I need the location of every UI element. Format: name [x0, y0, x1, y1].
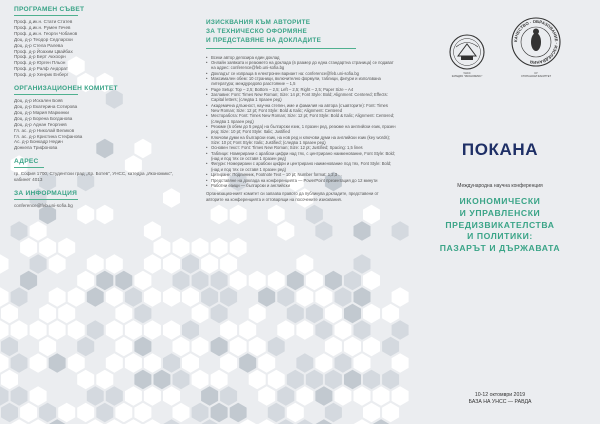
decorative-hexagon — [315, 320, 332, 340]
decorative-hexagon — [268, 337, 285, 357]
requirement-item: • Месторабота: Font: Times New Roman; Size: 12 pt; Font Style: Bold & Italic; Alignment: Centered; (следва 1 празен ред) — [206, 113, 396, 124]
decorative-hexagon — [315, 353, 332, 373]
decorative-hexagon — [344, 304, 361, 324]
su-logo-caption — [511, 72, 561, 78]
decorative-hexagon — [239, 320, 256, 340]
decorative-hexagon — [354, 353, 371, 373]
decorative-hexagon — [49, 287, 66, 307]
decorative-hexagon — [125, 320, 142, 340]
organizing-committee-member: Доц. д-р Борена Богданова — [14, 115, 73, 121]
program-council-member: Проф. д-р Хенрик Енберг — [14, 72, 69, 78]
decorative-hexagon — [306, 304, 323, 324]
su-caption-line2: СТОПАНСКИ ФАКУЛТЕТ — [520, 75, 552, 79]
decorative-hexagon — [144, 221, 161, 241]
decorative-hexagon — [268, 205, 285, 225]
decorative-hexagon — [11, 221, 28, 241]
decorative-hexagon — [249, 370, 266, 390]
requirement-item: • Представяне на доклада на конференцията — PowerPoint презентация до 12 минути — [206, 178, 396, 183]
decorative-hexagon — [96, 403, 113, 423]
decorative-hexagon — [87, 320, 104, 340]
info-divider — [14, 199, 78, 200]
decorative-hexagon — [230, 205, 247, 225]
committee-note: Организационният комитет си запазва правото да публикува докладите, представени от авторите на конференцията и отговарящи на посочените изисквания. — [206, 191, 379, 202]
decorative-hexagon — [220, 287, 237, 307]
decorative-hexagon — [335, 353, 352, 373]
decorative-hexagon — [363, 403, 380, 423]
program-council-member: Проф. д-р Берт Акхоорн — [14, 54, 66, 60]
decorative-hexagon — [296, 254, 313, 274]
requirements-heading-line: ЗА ТЕХНИЧЕСКО ОФОРМЯНЕ — [206, 28, 308, 36]
decorative-hexagon — [344, 337, 361, 357]
requirement-item: • Page Setup: Top – 2,5; Bottom – 2,5; Left – 2,5; Right – 2,5; Paper Size – A4 — [206, 87, 396, 92]
decorative-hexagon — [363, 337, 380, 357]
requirement-item: • Таблици: Номерирани с арабски цифри над тях, с центрирано наименование, Font Style: Bold; (над и под тях се оставя 1 празен ред) — [206, 151, 396, 162]
decorative-hexagon — [220, 254, 237, 274]
requirements-divider — [206, 48, 356, 49]
decorative-hexagon — [306, 271, 323, 291]
decorative-hexagon — [182, 287, 199, 307]
decorative-hexagon — [201, 287, 218, 307]
decorative-hexagon — [163, 254, 180, 274]
decorative-hexagon — [106, 353, 123, 373]
decorative-hexagon — [287, 370, 304, 390]
organizing-committee-member: Ас. д-р Бонкадр Недин — [14, 139, 63, 145]
decorative-hexagon — [96, 370, 113, 390]
organizing-committee-heading: ОРГАНИЗАЦИОНЕН КОМИТЕТ — [14, 85, 118, 93]
decorative-hexagon — [211, 370, 228, 390]
decorative-hexagon — [315, 221, 332, 241]
decorative-hexagon — [211, 337, 228, 357]
program-council-member: Проф. д.ик.н. Румен Гечев — [14, 24, 71, 30]
decorative-hexagon — [220, 320, 237, 340]
decorative-hexagon — [11, 320, 28, 340]
decorative-hexagon — [125, 287, 142, 307]
decorative-hexagon — [354, 254, 371, 274]
requirement-item: • Академична длъжност, научна степен, име и фамилия на автора (съавторите): Font: Times New Roman; Size: 12 pt; Font Style: Bold & Italic; Alignment: Centered — [206, 103, 396, 114]
decorative-hexagon — [30, 221, 47, 241]
decorative-hexagon — [344, 370, 361, 390]
decorative-hexagon — [363, 370, 380, 390]
right-column — [400, 0, 600, 424]
decorative-hexagon — [277, 386, 294, 406]
decorative-hexagon — [277, 287, 294, 307]
decorative-hexagon — [354, 287, 371, 307]
decorative-hexagon — [354, 386, 371, 406]
requirements-heading-line: ИЗИСКВАНИЯ КЪМ АВТОРИТЕ — [206, 19, 311, 26]
decorative-hexagon — [315, 287, 332, 307]
decorative-hexagon — [201, 386, 218, 406]
conference-venue: БАЗА НА УНСС — РАВДА — [468, 399, 532, 406]
decorative-hexagon — [106, 254, 123, 274]
su-logo-ring-text: КАЧЕСТВО · ОБРАЗОВАНИЕ · ИЗСЛЕДВАНИЯ — [512, 18, 560, 66]
organizing-committee-member: Донкела Трифонова — [14, 145, 58, 151]
decorative-hexagon — [11, 353, 28, 373]
decorative-hexagon — [68, 320, 85, 340]
decorative-hexagon — [1, 370, 18, 390]
decorative-hexagon — [11, 386, 28, 406]
decorative-hexagon — [192, 370, 209, 390]
decorative-hexagon — [230, 238, 247, 258]
conference-title-line: И ПОЛИТИКИ: — [467, 231, 533, 242]
decorative-hexagon — [39, 304, 56, 324]
program-council-divider — [14, 15, 78, 16]
organizing-committee-divider — [14, 94, 78, 95]
decorative-hexagon — [268, 370, 285, 390]
decorative-hexagon — [0, 353, 9, 373]
decorative-hexagon — [0, 287, 9, 307]
decorative-hexagon — [325, 271, 342, 291]
decorative-hexagon — [192, 403, 209, 423]
conference-title — [400, 196, 600, 255]
decorative-hexagon — [173, 271, 190, 291]
decorative-hexagon — [335, 386, 352, 406]
decorative-hexagon — [115, 403, 132, 423]
decorative-hexagon — [325, 304, 342, 324]
decorative-hexagon — [87, 254, 104, 274]
decorative-hexagon — [144, 287, 161, 307]
decorative-hexagon — [144, 320, 161, 340]
decorative-hexagon — [344, 271, 361, 291]
decorative-hexagon — [96, 271, 113, 291]
requirement-item: • Резюме (в обем до 5 реда) на български език, 1 празен ред, резюме на английски език, празен ред; Size: 10 pt; Font Style: Italic; Justified — [206, 124, 396, 135]
decorative-hexagon — [173, 337, 190, 357]
organizing-committee-member: Гл. ас. д-р Николай Великов — [14, 127, 75, 133]
decorative-hexagon — [354, 221, 371, 241]
organizing-committee-member: Доц. д-р Аднан Георгиев — [14, 121, 67, 127]
decorative-hexagon — [106, 320, 123, 340]
left-column — [0, 0, 200, 209]
program-council-member: Проф. д-р Йоахим Цвайбах — [14, 48, 73, 54]
decorative-hexagon — [144, 254, 161, 274]
program-council-member: Проф. д-р Юрген Пльон — [14, 60, 66, 66]
decorative-hexagon — [173, 370, 190, 390]
decorative-hexagon — [277, 221, 294, 241]
decorative-hexagon — [0, 386, 9, 406]
organizing-committee-list — [14, 98, 192, 151]
decorative-hexagon — [249, 337, 266, 357]
decorative-hexagon — [335, 287, 352, 307]
decorative-hexagon — [20, 271, 37, 291]
decorative-hexagon — [58, 304, 75, 324]
program-council-list — [14, 19, 192, 78]
decorative-hexagon — [335, 320, 352, 340]
info-heading: ЗА ИНФОРМАЦИЯ — [14, 190, 78, 198]
decorative-hexagon — [230, 271, 247, 291]
address-divider — [14, 167, 44, 168]
decorative-hexagon — [382, 370, 399, 390]
requirement-item: • Заглавие: Font: Times New Roman; Size: 14 pt; Font Style: Bold; Alignment: Centered; Effects: Capital letters; (следва 1 празен ред) — [206, 92, 396, 103]
decorative-hexagon — [58, 403, 75, 423]
unss-economics-logo — [448, 33, 486, 71]
program-council-member: Проф. д.ик.н. Георги Чобанов — [14, 30, 78, 36]
decorative-hexagon — [49, 254, 66, 274]
requirement-item: • Всеки автор депозира един доклад — [206, 55, 396, 60]
su-caption-line1: СУ — [534, 72, 538, 75]
organizing-committee-member: Доц. д-р Искален Бояв — [14, 98, 63, 104]
decorative-hexagon — [363, 271, 380, 291]
unss-logo-caption — [442, 72, 492, 78]
decorative-hexagon — [249, 304, 266, 324]
conference-title-line: ПРЕДИЗВИКАТЕЛСТВА — [445, 219, 555, 230]
decorative-hexagon — [182, 353, 199, 373]
decorative-hexagon — [39, 337, 56, 357]
organizing-committee-member: Гл. ас. д-р Кристина Стефанова — [14, 133, 83, 139]
decorative-hexagon — [77, 337, 94, 357]
conference-dates: 10-12 октомври 2019 — [474, 392, 526, 398]
requirement-item: • Ключови думи на български език, на нов ред и ключови думи на английски език (key words); Size: 10 pt; Font Style: Italic; Justified; (следва 1 празен ред) — [206, 135, 396, 146]
decorative-hexagon — [325, 403, 342, 423]
requirements-heading — [206, 18, 396, 46]
decorative-hexagon — [296, 386, 313, 406]
decorative-hexagon — [163, 287, 180, 307]
decorative-hexagon — [20, 238, 37, 258]
program-council-member: Проф. д-р Ралф Андорат — [14, 66, 68, 72]
decorative-hexagon — [325, 337, 342, 357]
decorative-hexagon — [363, 205, 380, 225]
decorative-hexagon — [115, 304, 132, 324]
decorative-hexagon — [230, 403, 247, 423]
decorative-hexagon — [106, 386, 123, 406]
decorative-hexagon — [239, 353, 256, 373]
requirement-item: • Докладът се изпраща в електронен вариант на: conference@feb.uni-sofia.bg — [206, 71, 396, 76]
decorative-hexagon — [125, 386, 142, 406]
decorative-hexagon — [134, 304, 151, 324]
decorative-hexagon — [39, 403, 56, 423]
decorative-hexagon — [49, 353, 66, 373]
decorative-hexagon — [211, 271, 228, 291]
decorative-hexagon — [58, 238, 75, 258]
decorative-hexagon — [68, 353, 85, 373]
conference-title-line: ИКОНОМИЧЕСКИ — [459, 196, 541, 206]
decorative-hexagon — [296, 353, 313, 373]
decorative-hexagon — [125, 353, 142, 373]
decorative-hexagon — [211, 403, 228, 423]
decorative-hexagon — [268, 403, 285, 423]
decorative-hexagon — [163, 320, 180, 340]
decorative-hexagon — [220, 353, 237, 373]
organizing-committee-member: Доц. д-р Екатерина Сотирова — [14, 103, 78, 109]
decorative-hexagon — [211, 304, 228, 324]
requirement-item: • Фигури: Номерирани с арабски цифри и центрирано наименование под тях, Font Style: Bold; (над и под тях се оставя 1 празен ред) — [206, 161, 396, 172]
decorative-hexagon — [11, 287, 28, 307]
decorative-hexagon — [258, 287, 275, 307]
decorative-hexagon — [77, 403, 94, 423]
decorative-hexagon — [1, 304, 18, 324]
decorative-hexagon — [268, 271, 285, 291]
decorative-hexagon — [87, 386, 104, 406]
program-council-heading: ПРОГРАМЕН СЪВЕТ — [14, 6, 85, 13]
requirement-item: • Основен текст: Font: Times New Roman; Size: 12 pt; Justified; Spacing: 1,5 lines — [206, 145, 396, 150]
decorative-hexagon — [230, 337, 247, 357]
decorative-hexagon — [134, 403, 151, 423]
decorative-hexagon — [87, 287, 104, 307]
decorative-hexagon — [163, 353, 180, 373]
decorative-hexagon — [20, 403, 37, 423]
decorative-hexagon — [306, 370, 323, 390]
decorative-hexagon — [77, 370, 94, 390]
decorative-hexagon — [201, 254, 218, 274]
unss-caption-line1: УНСС — [463, 72, 471, 75]
decorative-hexagon — [30, 320, 47, 340]
decorative-hexagon — [373, 386, 390, 406]
conference-title-line: И УПРАВЛЕНСКИ — [459, 207, 541, 218]
program-council-member: Проф. д.ик.н. Стати Статев — [14, 19, 73, 24]
decorative-hexagon — [1, 337, 18, 357]
decorative-hexagon — [134, 337, 151, 357]
decorative-hexagon — [77, 271, 94, 291]
decorative-hexagon — [30, 254, 47, 274]
decorative-hexagon — [115, 337, 132, 357]
decorative-hexagon — [163, 386, 180, 406]
address-heading: АДРЕС — [14, 158, 39, 166]
decorative-hexagon — [258, 386, 275, 406]
conference-title-line: ПАЗАРЪТ И ДЪРЖАВАТА — [439, 243, 561, 254]
decorative-hexagon — [296, 287, 313, 307]
decorative-hexagon — [287, 403, 304, 423]
decorative-hexagon — [192, 337, 209, 357]
decorative-hexagon — [363, 304, 380, 324]
requirement-item: • Онлайн заявката и резюмето на доклада (в размер до една стандартна страница) се подават на адрес: conference@feb.uni-sofia.bg — [206, 60, 396, 71]
su-faculty-logo — [510, 16, 562, 68]
decorative-hexagon — [134, 370, 151, 390]
decorative-hexagon — [306, 205, 323, 225]
decorative-hexagon — [287, 304, 304, 324]
conference-dates-venue — [400, 392, 600, 407]
decorative-hexagon — [192, 304, 209, 324]
decorative-hexagon — [325, 370, 342, 390]
decorative-hexagon — [382, 304, 399, 324]
decorative-hexagon — [39, 238, 56, 258]
decorative-hexagon — [249, 271, 266, 291]
decorative-hexagon — [296, 320, 313, 340]
decorative-hexagon — [154, 370, 171, 390]
decorative-hexagon — [382, 403, 399, 423]
decorative-hexagon — [154, 238, 171, 258]
requirement-item: • Работни езици — български и английски — [206, 183, 396, 188]
conference-subtitle: Международна научна конференция — [457, 183, 543, 189]
decorative-hexagon — [354, 320, 371, 340]
program-council-member: Доц. д-р Стела Ралева — [14, 42, 63, 48]
decorative-hexagon — [220, 386, 237, 406]
decorative-hexagon — [315, 386, 332, 406]
unss-caption-line2: КАТЕДРА "ИКОНОМИКС" — [451, 75, 483, 79]
decorative-hexagon — [277, 320, 294, 340]
decorative-hexagon — [173, 403, 190, 423]
decorative-hexagon — [382, 337, 399, 357]
decorative-hexagon — [0, 254, 9, 274]
invitation-title: ПОКАНА — [461, 140, 539, 159]
decorative-hexagon — [106, 287, 123, 307]
middle-column — [200, 0, 400, 202]
info-email[interactable]: conference@feb.uni-sofia.bg — [14, 203, 73, 209]
program-council-member: Доц. д-р Теодор Седларски — [14, 36, 73, 42]
decorative-hexagon — [1, 403, 18, 423]
decorative-hexagon — [192, 238, 209, 258]
decorative-hexagon — [68, 287, 85, 307]
decorative-hexagon — [258, 353, 275, 373]
decorative-hexagon — [115, 271, 132, 291]
decorative-hexagon — [287, 271, 304, 291]
organizing-committee-member: Доц. д-р Мария Маркинки — [14, 109, 69, 115]
decorative-hexagon — [182, 254, 199, 274]
address-text: гр. София 1700, Студентски град „Хр. Ботев", УНСС, катедра „Икономикс", кабинет 4013 — [14, 171, 174, 183]
decorative-hexagon — [144, 386, 161, 406]
decorative-hexagon — [182, 320, 199, 340]
decorative-hexagon — [0, 320, 9, 340]
requirements-list — [206, 55, 396, 189]
requirement-item: • Максимален обем: 10 страници, включително формули, таблици, фигури и използвана литература; междуредово разстояние – 1,5 — [206, 76, 396, 87]
decorative-hexagon — [30, 353, 47, 373]
decorative-hexagon — [49, 320, 66, 340]
requirement-item: • Цитиране: Подлинник, Footnote Text – 10 pt; Number format: 1,2,3 ... — [206, 172, 396, 177]
decorative-hexagon — [211, 238, 228, 258]
decorative-hexagon — [30, 386, 47, 406]
decorative-hexagon — [192, 271, 209, 291]
decorative-hexagon — [211, 205, 228, 225]
requirements-heading-line: И ПРЕДСТАВЯНЕ НА ДОКЛАДИТЕ — [206, 37, 322, 45]
decorative-hexagon — [173, 238, 190, 258]
decorative-hexagon — [134, 271, 151, 291]
decorative-hexagon — [144, 353, 161, 373]
